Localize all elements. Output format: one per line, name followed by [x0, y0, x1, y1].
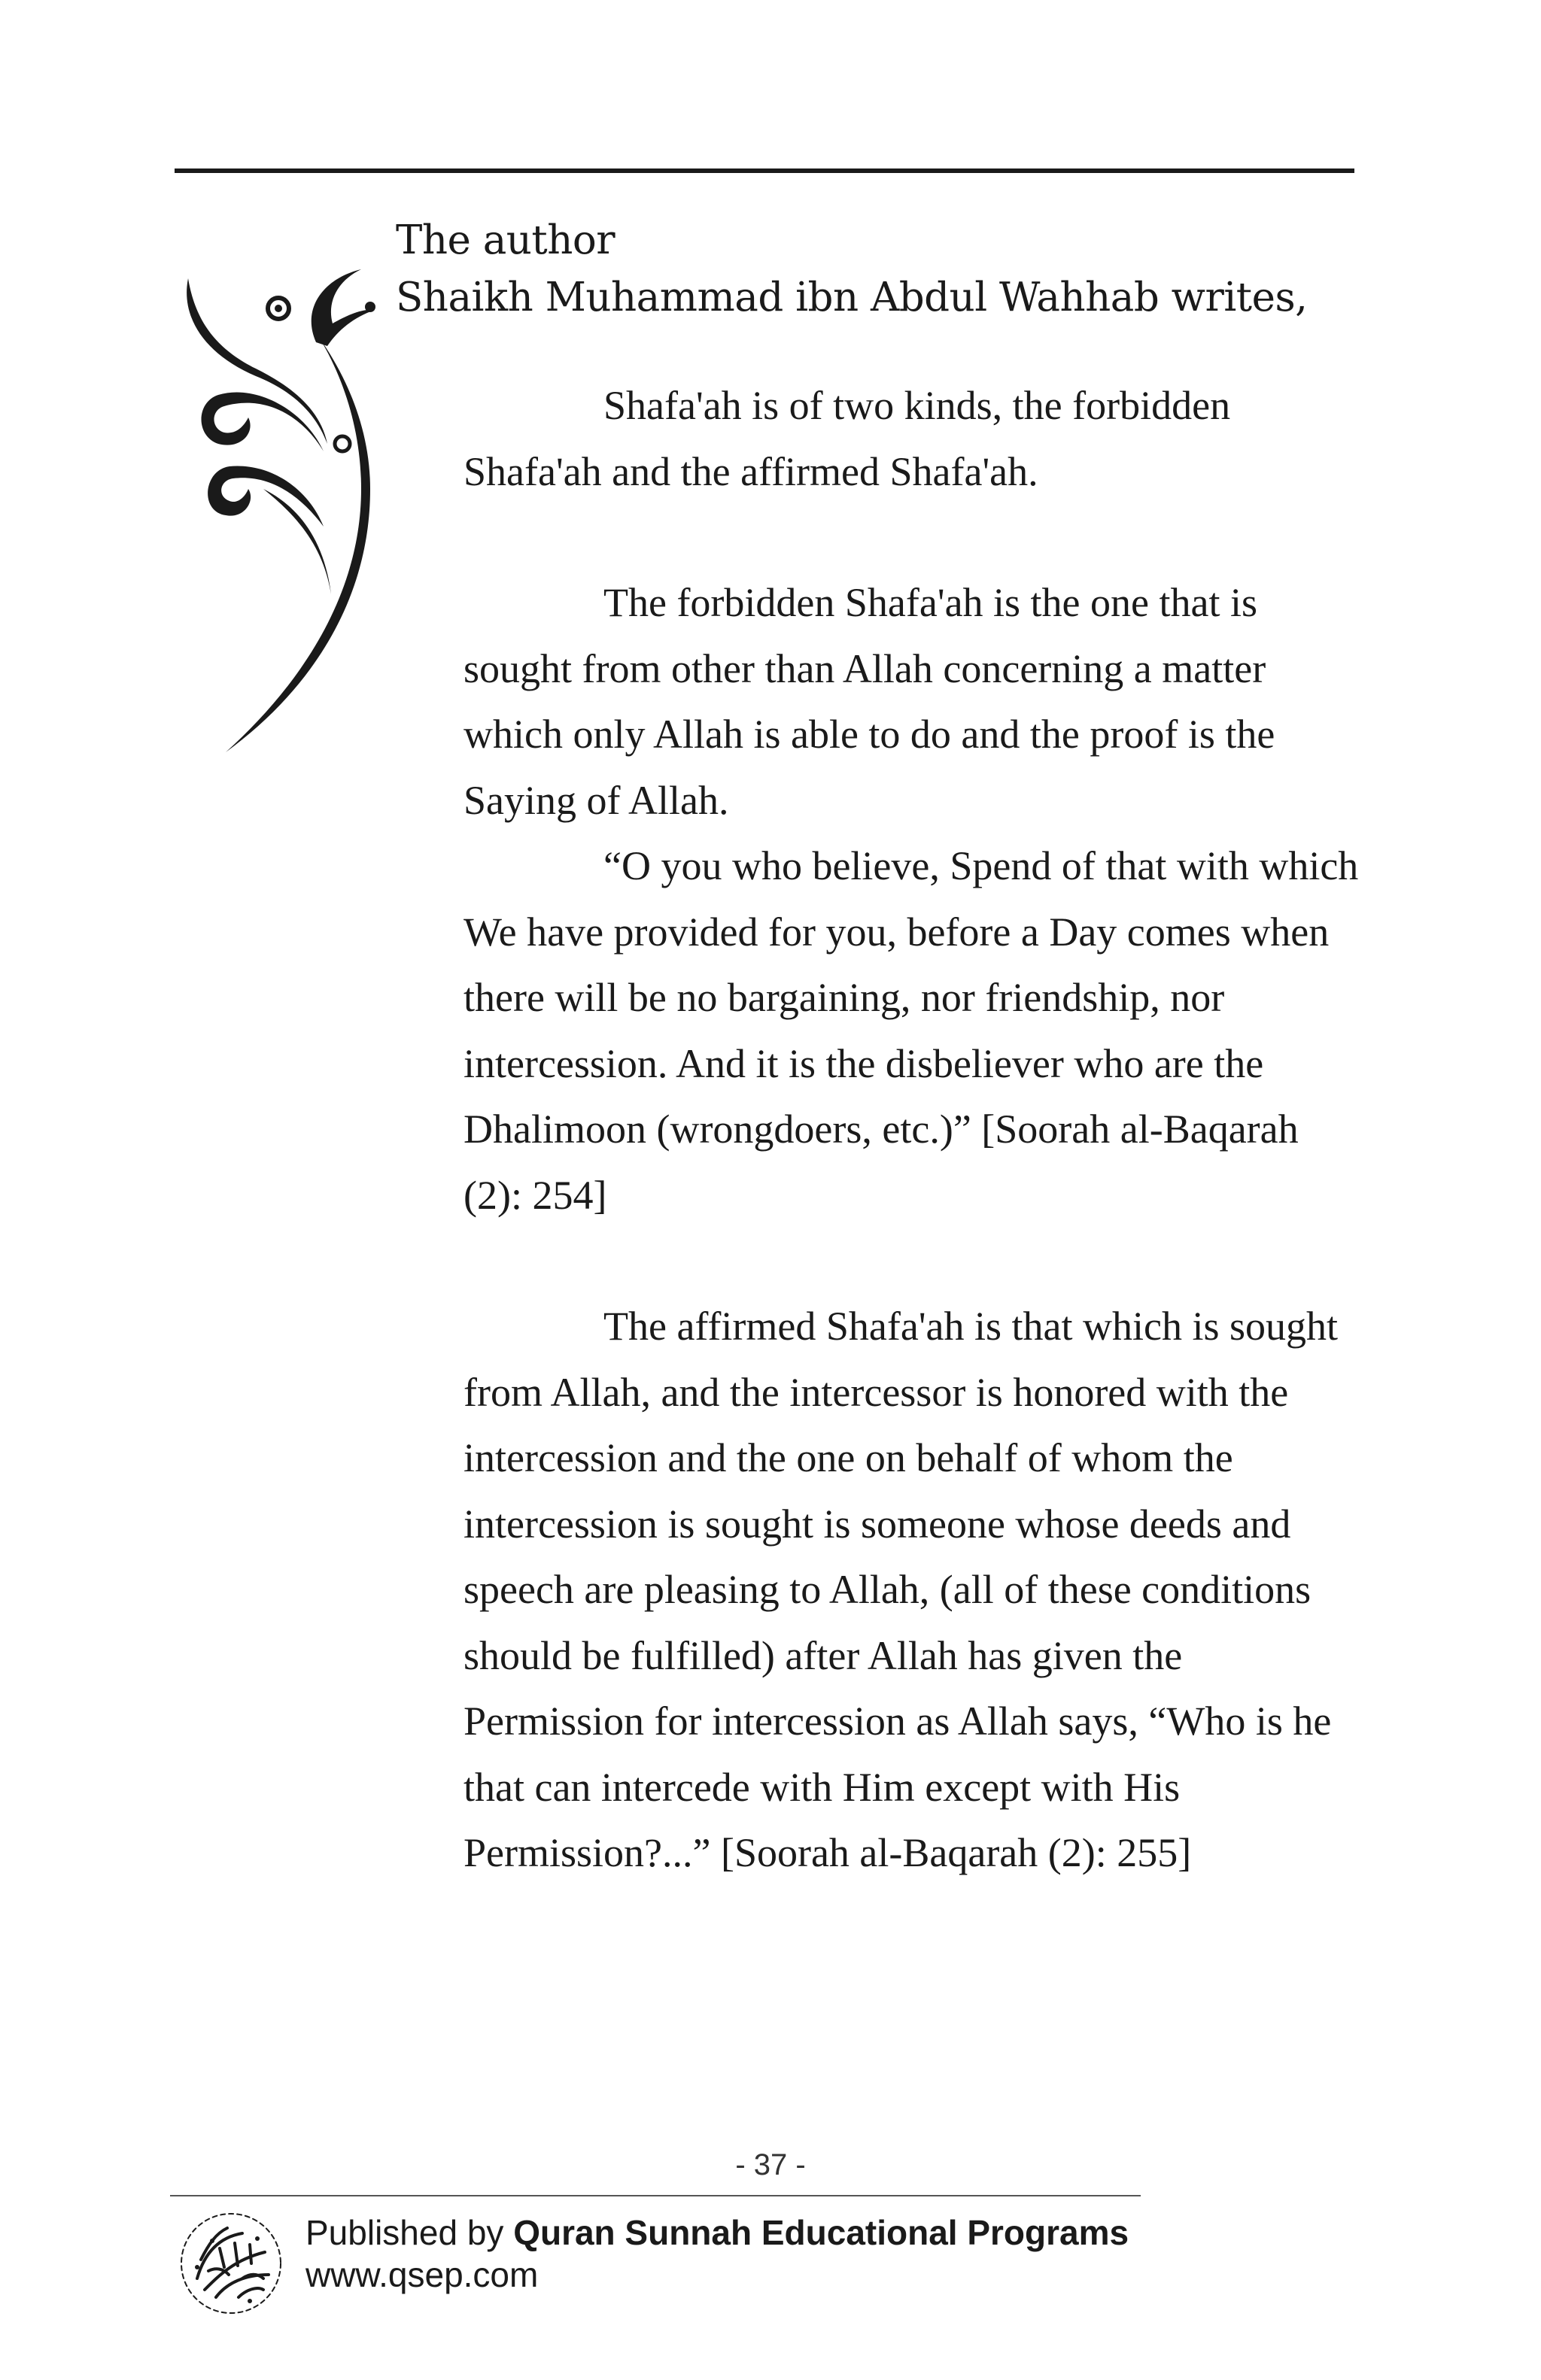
footer-line-1 — [305, 2212, 1129, 2254]
intro-line-2: Shaikh Muhammad ibn Abdul Wahhab writes, — [396, 275, 1308, 320]
paragraph-2: The forbidden Shafa'ah is the one that is sought from other than Allah concerning a matter which only Allah is able to do and the proof is the Saying of Allah. — [464, 580, 1275, 823]
body-text — [464, 373, 1366, 1887]
top-divider — [175, 168, 1354, 173]
intro-block — [396, 212, 1374, 326]
paragraph-1: Shafa'ah is of two kinds, the forbidden Shafa'ah and the affirmed Shafa'ah. — [464, 383, 1231, 494]
page-number: - 37 - — [735, 2148, 806, 2181]
paragraph-4: The affirmed Shafa'ah is that which is sought from Allah, and the intercessor is honored with the intercession and the one on behalf of whom the intercession is sought is someone whose deeds and speech are pleasing to Allah, (all of these conditions should be fulfilled) after Allah has given the Permission for intercession as Allah says, “Who is he that can intercede with Him except with His Permission?...” [Soorah al-Baqarah (2): 255] — [464, 1304, 1339, 1875]
paragraph-3: “O you who believe, Spend of that with which We have provided for you, before a Day comes when there will be no bargaining, nor friendship, nor intercession. And it is the disbeliever who are the Dhalimoon (wrongdoers, etc.)” [Soorah al-Baqarah (2): 254] — [464, 843, 1359, 1218]
published-by-label: Published by — [305, 2213, 504, 2252]
footer-divider — [170, 2195, 1141, 2196]
footer-publisher — [305, 2212, 1129, 2296]
publisher-website[interactable]: www.qsep.com — [305, 2255, 539, 2294]
publisher-name: Quran Sunnah Educational Programs — [513, 2213, 1129, 2252]
floral-ornament-icon — [173, 263, 429, 760]
calligraphy-logo-icon — [175, 2207, 287, 2320]
intro-line-1: The author — [396, 217, 615, 263]
